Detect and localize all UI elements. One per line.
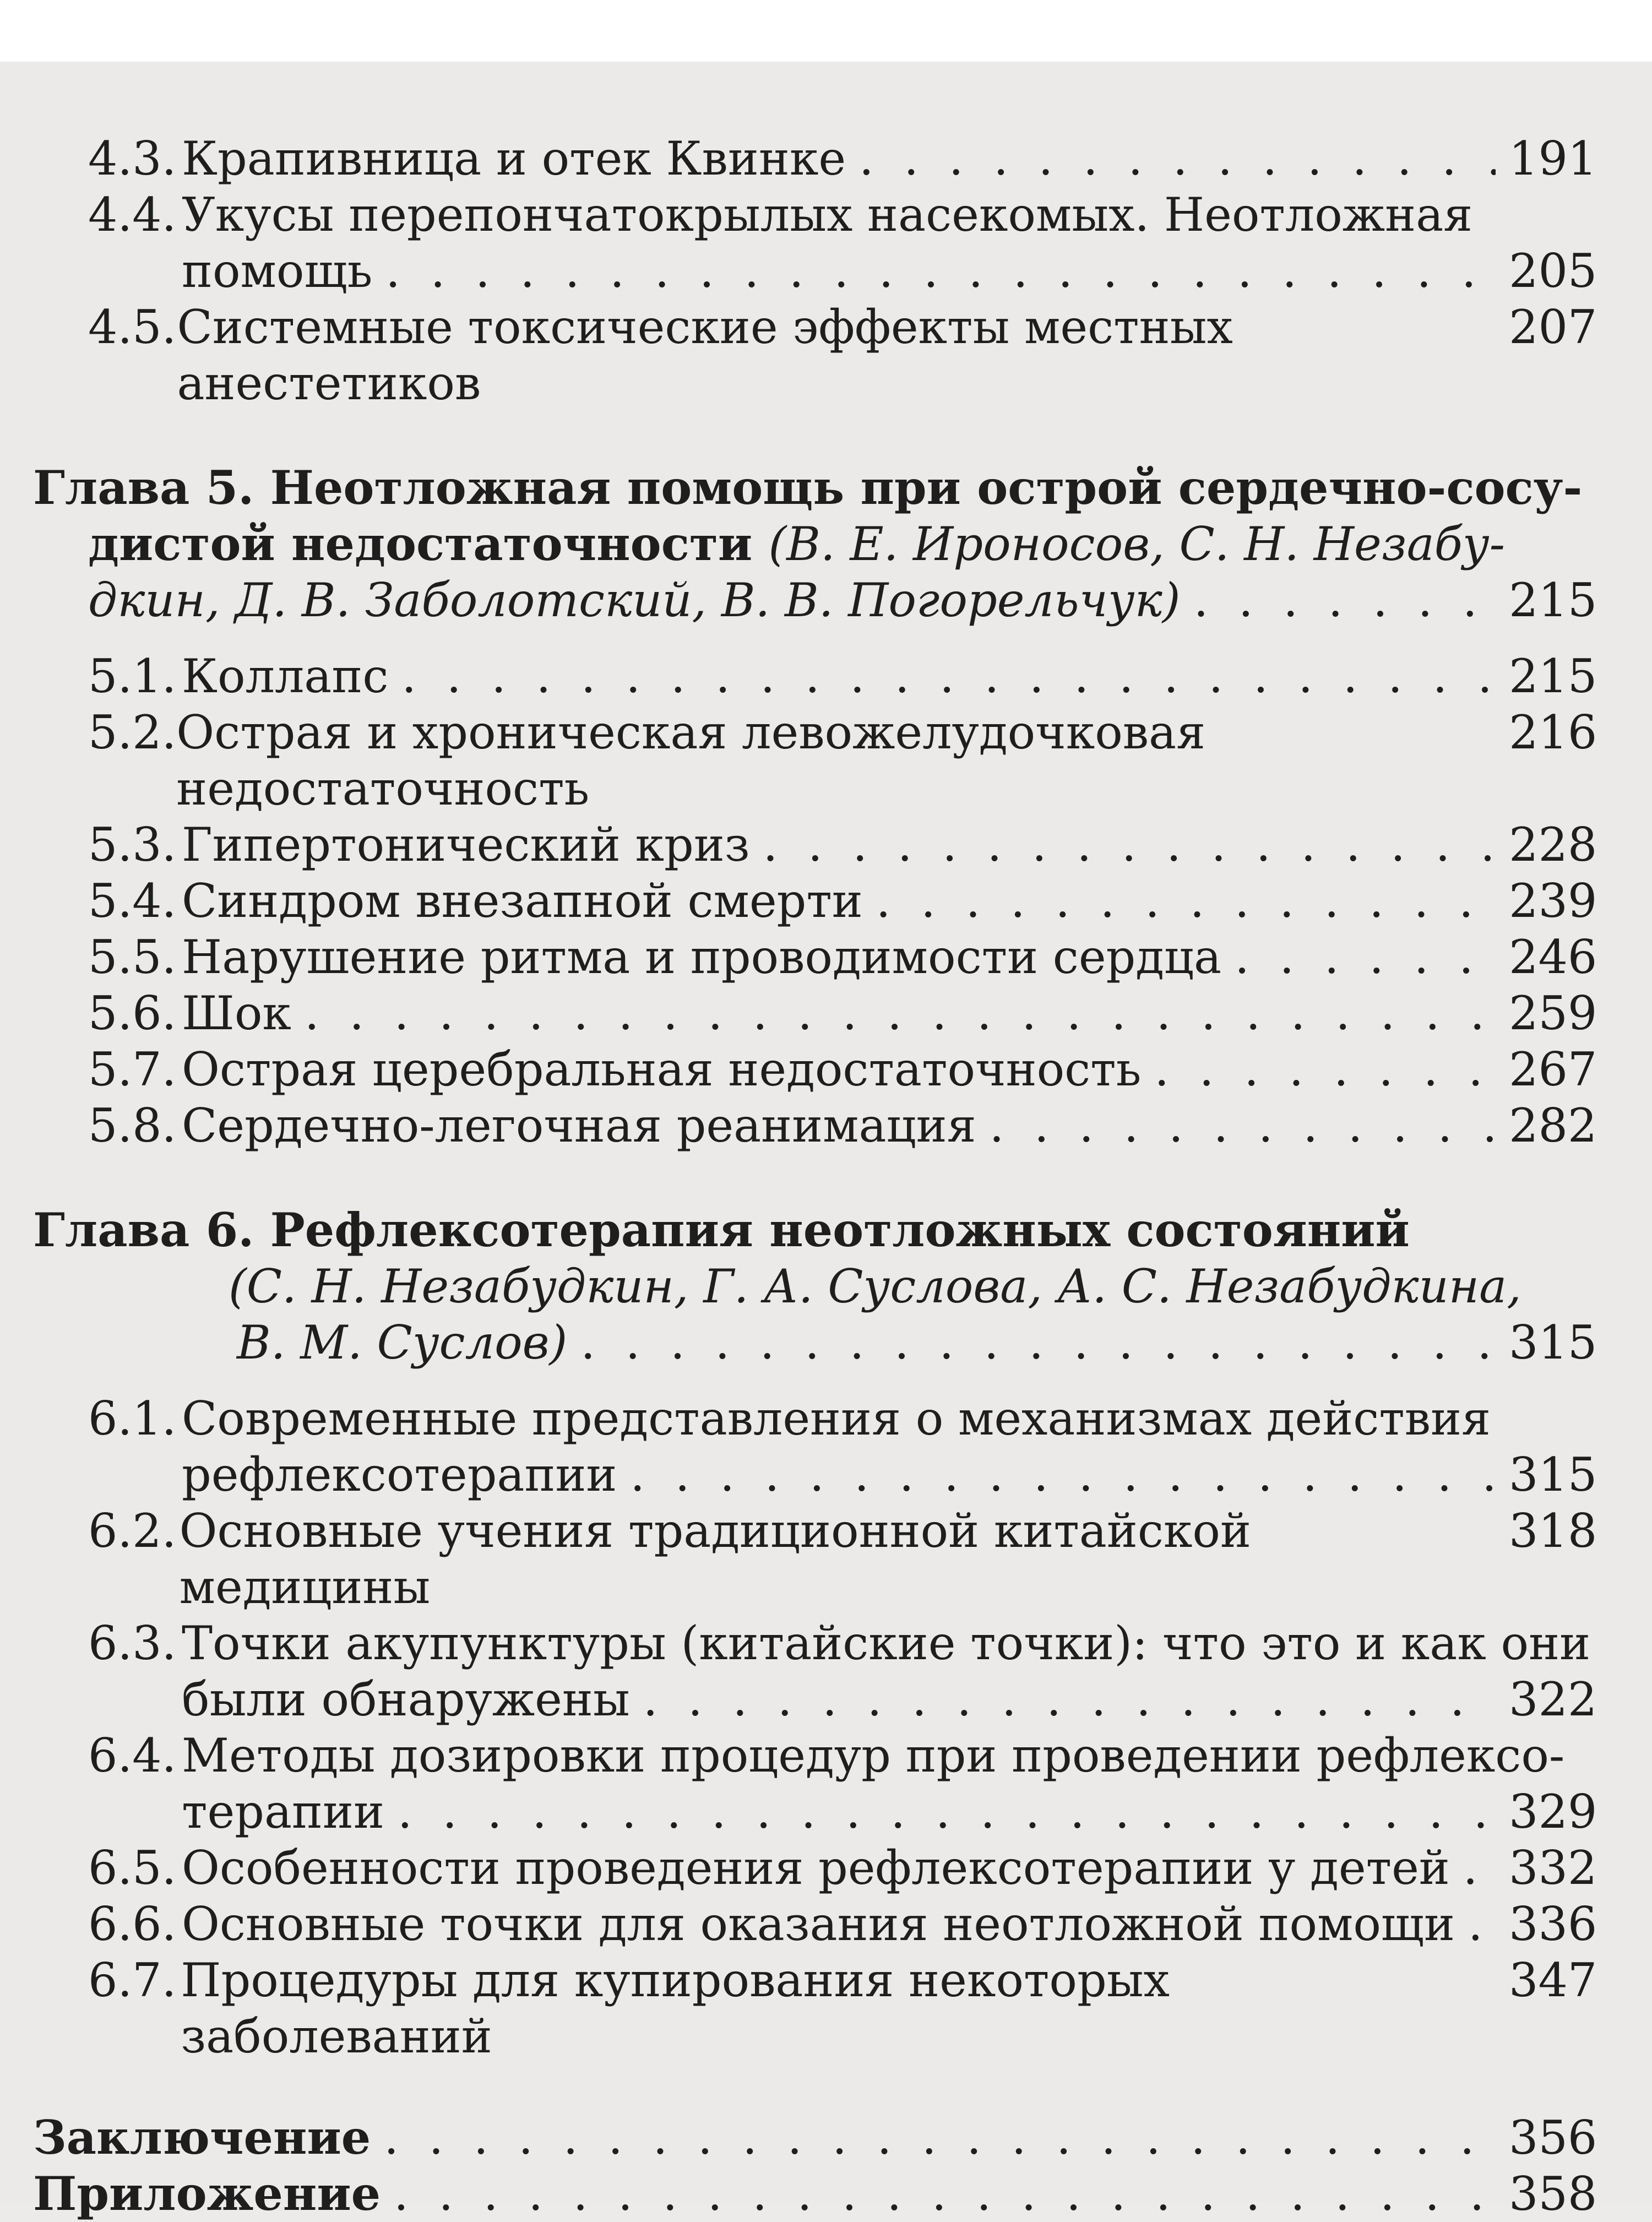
toc-page-number: 282	[1509, 1099, 1597, 1153]
toc-title: Процедуры для купирования некоторых заболеваний	[181, 1953, 1170, 2063]
chapter-authors-continued: В. М. Суслов)	[237, 1316, 568, 1370]
toc-title: Основные учения традиционной китайской медицины	[179, 1504, 1251, 1614]
toc-number: 5.4.	[88, 874, 177, 928]
dot-leader	[1468, 1896, 1496, 1952]
toc-title: Точки акупунктуры (китайские точки): что это и как они	[182, 1616, 1591, 1670]
toc-page-number: 336	[1509, 1897, 1597, 1951]
toc-page-number: 322	[1509, 1672, 1597, 1726]
toc-page-number: 259	[1509, 986, 1597, 1040]
toc-title-continued: терапии	[182, 1785, 384, 1839]
dot-leader	[643, 1671, 1496, 1727]
chapter-authors-continued: дкин, Д. В. Заболотский, В. В. Погорельчук)	[88, 573, 1181, 627]
toc-number: 5.1.	[88, 649, 177, 703]
toc-page-number: 216	[1509, 705, 1597, 759]
dot-leader	[859, 131, 1496, 187]
toc-title: Особенности проведения рефлексотерапии у детей	[182, 1841, 1450, 1895]
toc-title: Синдром внезапной смерти	[182, 874, 863, 928]
dot-leader	[1194, 572, 1496, 628]
dot-leader	[763, 817, 1496, 873]
toc-page-number: 315	[1509, 1316, 1597, 1370]
toc-entry-4-3[interactable]	[33, 131, 1597, 187]
table-of-contents	[33, 131, 1597, 2222]
toc-appendix[interactable]	[33, 2166, 1597, 2222]
toc-title-continued: рефлексотерапии	[182, 1448, 617, 1502]
toc-number: 4.3.	[88, 132, 177, 186]
toc-title: Укусы перепончатокрылых насекомых. Неотложная	[182, 188, 1473, 242]
toc-title-continued: помощь	[182, 244, 373, 298]
toc-number: 6.1.	[88, 1392, 177, 1446]
toc-title: Заключение	[33, 2110, 371, 2165]
chapter-authors: (С. Н. Незабудкин, Г. А. Суслова, А. С. Незабудкина,	[229, 1259, 1521, 1313]
toc-entry-4-4[interactable]	[33, 187, 1597, 299]
toc-entry-4-5[interactable]	[33, 299, 1597, 411]
toc-number: 4.5.	[88, 300, 177, 354]
toc-title: Основные точки для оказания неотложной помощи	[182, 1897, 1455, 1951]
dot-leader	[1154, 1041, 1496, 1098]
toc-conclusion[interactable]	[33, 2110, 1597, 2166]
toc-title: Приложение	[33, 2166, 381, 2221]
toc-entry-5-8[interactable]	[33, 1098, 1597, 1154]
toc-page-number: 329	[1509, 1785, 1597, 1839]
toc-title: Острая и хроническая левожелудочковая недостаточность	[176, 705, 1206, 816]
toc-number: 5.6.	[88, 986, 177, 1040]
dot-leader	[1463, 1840, 1496, 1896]
dot-leader	[876, 873, 1496, 929]
dot-leader	[398, 1784, 1496, 1840]
chapter-5-sections	[33, 648, 1597, 1154]
dot-leader	[305, 985, 1496, 1041]
toc-number: 5.2.	[88, 705, 177, 759]
dot-leader	[1235, 929, 1496, 985]
toc-number: 4.4.	[88, 188, 177, 242]
toc-page-number: 215	[1509, 573, 1597, 627]
toc-page-number: 215	[1509, 649, 1597, 703]
toc-page-number: 207	[1509, 300, 1597, 354]
chapter-6-sections	[33, 1390, 1597, 2065]
dot-leader	[385, 243, 1496, 299]
dot-leader	[384, 2110, 1496, 2166]
toc-title: Коллапс	[182, 649, 389, 703]
toc-number: 6.6.	[88, 1897, 177, 1951]
toc-entry-6-4[interactable]	[33, 1727, 1597, 1840]
toc-page-number: 332	[1509, 1841, 1597, 1895]
toc-chapter-5[interactable]	[33, 460, 1597, 628]
toc-number: 6.7.	[88, 1953, 177, 2007]
toc-page-number: 347	[1509, 1953, 1597, 2007]
toc-entry-5-4[interactable]	[33, 873, 1597, 929]
dot-leader	[580, 1314, 1496, 1371]
toc-entry-6-3[interactable]	[33, 1615, 1597, 1727]
toc-title-continued: были обнаружены	[182, 1672, 630, 1726]
dot-leader	[394, 2166, 1496, 2222]
toc-title: Острая церебральная недостаточность	[182, 1042, 1142, 1096]
toc-page-number: 228	[1509, 818, 1597, 872]
toc-page-number: 358	[1509, 2167, 1597, 2221]
toc-entry-6-7[interactable]	[33, 1952, 1597, 2065]
toc-entry-5-3[interactable]	[33, 817, 1597, 873]
toc-page-number: 205	[1509, 244, 1597, 298]
toc-number: 5.5.	[88, 930, 177, 984]
toc-page-number: 239	[1509, 874, 1597, 928]
toc-chapter-6[interactable]	[33, 1202, 1597, 1371]
toc-entry-6-5[interactable]	[33, 1840, 1597, 1896]
toc-number: 5.7.	[88, 1042, 177, 1096]
toc-number: 6.3.	[88, 1616, 177, 1670]
toc-entry-6-2[interactable]	[33, 1503, 1597, 1615]
toc-number: 6.2.	[88, 1504, 177, 1558]
toc-title: Шок	[182, 986, 291, 1040]
toc-title: Гипертонический криз	[182, 818, 750, 872]
chapter-title: Глава 5. Неотложная помощь при острой сердечно-сосу-	[33, 460, 1583, 515]
chapter-title-continued: дистой недостаточности	[88, 517, 753, 571]
dot-leader	[990, 1098, 1496, 1154]
toc-title: Системные токсические эффекты местных анестетиков	[177, 300, 1233, 410]
toc-page-number: 267	[1509, 1042, 1597, 1096]
toc-entry-5-7[interactable]	[33, 1041, 1597, 1098]
toc-title: Нарушение ритма и проводимости сердца	[182, 930, 1222, 984]
toc-entry-5-1[interactable]	[33, 648, 1597, 704]
toc-page-number: 191	[1509, 132, 1597, 186]
toc-entry-5-2[interactable]	[33, 704, 1597, 817]
toc-entry-6-6[interactable]	[33, 1896, 1597, 1952]
dot-leader	[401, 648, 1496, 704]
toc-page-number: 318	[1509, 1504, 1597, 1558]
toc-number: 5.8.	[88, 1099, 177, 1153]
dot-leader	[630, 1447, 1496, 1503]
book-page	[0, 62, 1652, 2221]
toc-title: Крапивница и отек Квинке	[182, 132, 846, 186]
toc-entry-6-1[interactable]	[33, 1390, 1597, 1503]
toc-title: Сердечно-легочная реанимация	[182, 1099, 976, 1153]
toc-page-number: 315	[1509, 1448, 1597, 1502]
top-margin	[0, 0, 1652, 62]
toc-number: 5.3.	[88, 818, 177, 872]
toc-number: 6.4.	[88, 1729, 177, 1783]
toc-entry-5-5[interactable]	[33, 929, 1597, 985]
toc-page-number: 246	[1509, 930, 1597, 984]
toc-page-number: 356	[1509, 2111, 1597, 2165]
chapter-title: Глава 6. Рефлексотерапия неотложных состояний	[33, 1203, 1410, 1257]
chapter-authors: (В. Е. Ироносов, С. Н. Незабу-	[768, 517, 1506, 571]
toc-number: 6.5.	[88, 1841, 177, 1895]
toc-title: Методы дозировки процедур при проведении рефлексо-	[182, 1729, 1565, 1783]
toc-title: Современные представления о механизмах действия	[182, 1392, 1491, 1446]
toc-entry-5-6[interactable]	[33, 985, 1597, 1041]
